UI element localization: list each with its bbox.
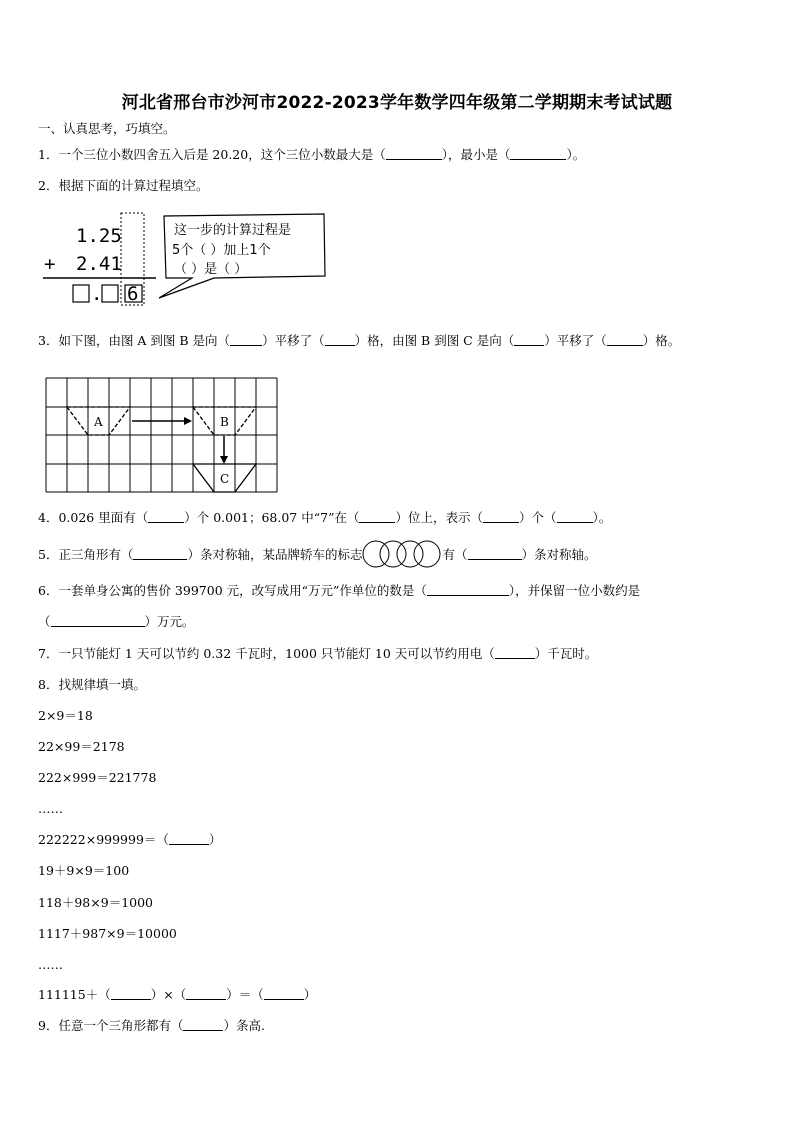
- q3-blank-dir1[interactable]: [230, 333, 262, 346]
- q3-text-d: ）平移了（: [544, 333, 607, 348]
- q6-text-a: 6．一套单身公寓的售价 399700 元，改写成用“万元”作单位的数是（: [38, 583, 427, 598]
- car-logo: [362, 546, 442, 562]
- q5-text-a: 5．正三角形有（: [38, 547, 134, 562]
- q8-blank-d[interactable]: [264, 987, 304, 1000]
- bubble-line-3: （ ）是（ ）: [174, 262, 248, 277]
- q1-text-c: ）。: [566, 147, 586, 162]
- question-7: [38, 646, 597, 662]
- q5-blank-logo[interactable]: [468, 547, 522, 560]
- question-3: [38, 333, 680, 349]
- question-6-cont: [38, 614, 195, 630]
- label-c: C: [220, 472, 230, 486]
- q1-blank-max[interactable]: [386, 147, 442, 160]
- question-9: [38, 1018, 265, 1034]
- calc-last-digit: 6: [127, 283, 139, 305]
- q4-text-d: ）个（: [519, 510, 557, 525]
- q6-text-d: ）万元。: [144, 614, 195, 629]
- q3-blank-steps2[interactable]: [607, 333, 643, 346]
- bubble-line-2: 5个（ ）加上1个: [172, 243, 271, 258]
- q4-text-e: ）。: [592, 510, 612, 525]
- q4-blank-unit[interactable]: [557, 510, 593, 523]
- question-5: [38, 546, 597, 563]
- q4-blank-count[interactable]: [148, 510, 184, 523]
- answer-box-tenths[interactable]: [102, 285, 118, 302]
- q7-text-b: ）千瓦时。: [534, 646, 598, 661]
- label-b: B: [220, 415, 229, 429]
- q4-blank-num[interactable]: [483, 510, 519, 523]
- calc-dot: .: [91, 283, 103, 305]
- four-rings-icon: [362, 540, 444, 570]
- question-2: 2．根据下面的计算过程填空。: [38, 178, 209, 193]
- arrow-b-to-c-head: [220, 456, 228, 464]
- pattern-line: 1117＋987×9＝10000: [38, 926, 177, 941]
- pattern-line: 19＋9×9＝100: [38, 863, 130, 878]
- q6-blank-wan[interactable]: [427, 583, 509, 596]
- pattern-line: 222×999＝221778: [38, 770, 157, 785]
- question-8: 8．找规律填一填。: [38, 677, 146, 692]
- page-title: 河北省邢台市沙河市2022-2023学年数学四年级第二学期期末考试试题: [121, 93, 673, 113]
- pattern-line-answer: [38, 987, 316, 1003]
- q5-blank-triangle[interactable]: [133, 547, 187, 560]
- q8-line5-text-a: 222222×999999＝（: [38, 832, 169, 847]
- q7-text-a: 7．一只节能灯 1 天可以节约 0.32 千瓦时，1000 只节能灯 10 天可以节约用电（: [38, 646, 495, 661]
- q6-blank-rounded[interactable]: [51, 614, 145, 627]
- q9-blank-heights[interactable]: [183, 1018, 223, 1031]
- q8-blank-c[interactable]: [186, 987, 226, 1000]
- q4-text-a: 4．0.026 里面有（: [38, 510, 149, 525]
- q3-text-e: ）格。: [642, 333, 681, 348]
- pattern-line: 2×9＝18: [38, 708, 93, 723]
- pattern-line: 118＋98×9＝1000: [38, 895, 154, 910]
- translation-grid-figure: [46, 378, 280, 494]
- calc-row1: 1.25: [76, 225, 122, 247]
- q8-blank-product[interactable]: [169, 832, 209, 845]
- q8-blank-b[interactable]: [111, 987, 151, 1000]
- pattern-ellipsis: ……: [38, 957, 63, 972]
- q3-blank-dir2[interactable]: [514, 333, 544, 346]
- bubble-line-1: 这一步的计算过程是: [174, 223, 292, 238]
- q8-last-text-d: ）: [303, 987, 317, 1002]
- q5-text-d: ）条对称轴。: [521, 547, 597, 562]
- question-6: [38, 583, 640, 599]
- calc-row2: 2.41: [76, 253, 122, 275]
- q1-text-b: ），最小是（: [441, 147, 511, 162]
- q3-text-c: ）格，由图 B 到图 C 是向（: [354, 333, 515, 348]
- q3-text-a: 3．如下图，由图 A 到图 B 是向（: [38, 333, 231, 348]
- q5-text-b: ）条对称轴，某品牌轿车的标志: [187, 547, 363, 562]
- arrow-a-to-b-head: [184, 417, 192, 425]
- pattern-line: 22×99＝2178: [38, 739, 125, 754]
- q7-blank-energy[interactable]: [495, 646, 535, 659]
- q6-text-c: （: [38, 614, 51, 629]
- q4-text-c: ）位上，表示（: [395, 510, 483, 525]
- pattern-ellipsis: ……: [38, 801, 63, 816]
- q3-blank-steps1[interactable]: [325, 333, 355, 346]
- label-a: A: [94, 415, 103, 429]
- question-1: [38, 147, 585, 163]
- q4-blank-place[interactable]: [359, 510, 395, 523]
- q9-text-b: ）条高.: [223, 1018, 265, 1033]
- addition-figure: [38, 212, 338, 307]
- q1-blank-min[interactable]: [510, 147, 566, 160]
- q3-text-b: ）平移了（: [262, 333, 325, 348]
- grid-lines: [46, 378, 277, 492]
- question-4: [38, 510, 611, 526]
- q5-text-c: 有（: [442, 547, 468, 562]
- q8-last-text-c: ）＝（: [226, 987, 264, 1002]
- answer-box-ones[interactable]: [73, 285, 89, 302]
- calc-plus-sign: +: [44, 253, 56, 275]
- pattern-line-answer: [38, 832, 221, 848]
- q9-text-a: 9．任意一个三角形都有（: [38, 1018, 184, 1033]
- section-heading: 一、认真思考，巧填空。: [38, 121, 176, 136]
- q8-line5-text-b: ）: [208, 832, 222, 847]
- q4-text-b: ）个 0.001；68.07 中“7”在（: [184, 510, 360, 525]
- q8-last-text-b: ）×（: [150, 987, 187, 1002]
- q1-text-a: 1．一个三位小数四舍五入后是 20.20，这个三位小数最大是（: [38, 147, 386, 162]
- q8-last-text-a: 111115＋（: [38, 987, 111, 1002]
- q6-text-b: ），并保留一位小数约是: [508, 583, 641, 598]
